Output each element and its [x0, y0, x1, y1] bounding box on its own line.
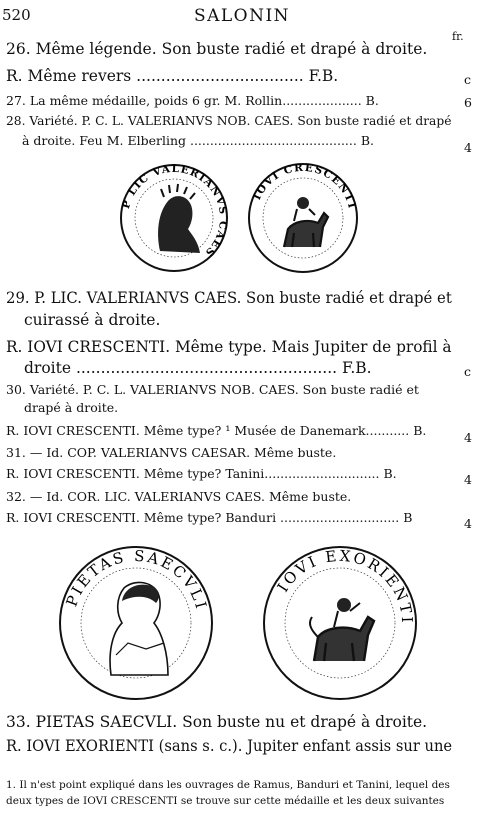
coin-1-reverse	[249, 163, 358, 272]
entry-28: 28. Variété. P. C. L. VALERIANVS NOB. CAES. Son buste radié et drapé	[6, 113, 452, 128]
coin-pair-1	[112, 163, 362, 273]
svg-text:IOVI EXORIENTI	[274, 547, 416, 626]
footnote-line-1: 1. Il n'est point expliqué dans les ouvrages de Ramus, Banduri et Tanini, lequel des	[6, 779, 450, 791]
entry-29-cont: cuirassé à droite.	[24, 311, 161, 329]
price-28: 4	[464, 140, 472, 155]
entry-28-cont: à droite. Feu M. Elberling .......................................... B.	[22, 133, 374, 148]
coin-pair-2	[56, 543, 428, 703]
price-32: 4	[464, 516, 472, 531]
coin-2-obverse-legend: PIETAS SAECVLI	[62, 546, 211, 613]
coin-2-obverse	[60, 547, 212, 699]
coin-1-reverse-legend: IOVI CRESCENTI	[251, 163, 359, 211]
entry-32-reverse: R. IOVI CRESCENTI. Même type? Banduri .............................. B	[6, 510, 413, 525]
entry-26: 26. Même légende. Son buste radié et drapé à droite.	[6, 40, 428, 58]
coin-2-reverse	[264, 547, 416, 699]
coin-2-reverse-legend: IOVI EXORIENTI	[273, 546, 417, 626]
entry-31: 31. — Id. COP. VALERIANVS CAESAR. Même buste.	[6, 445, 337, 460]
entry-32: 32. — Id. COR. LIC. VALERIANVS CAES. Même buste.	[6, 489, 352, 504]
price-30: 4	[464, 430, 472, 445]
footnote-line-2: deux types de IOVI CRESCENTI se trouve sur cette médaille et les deux suivantes	[6, 795, 445, 807]
entry-26-reverse: R. Même revers .................................. F.B.	[6, 67, 339, 85]
entry-29-reverse-cont: droite ..................................................... F.B.	[24, 359, 372, 377]
price-29: c	[464, 364, 472, 379]
entry-31-reverse: R. IOVI CRESCENTI. Même type? Tanini............................. B.	[6, 466, 397, 481]
price-26: c	[464, 72, 472, 87]
coin-1-obverse-legend: P LIC VALERIANVS CAES	[119, 163, 230, 260]
entry-29: 29. P. LIC. VALERIANVS CAES. Son buste radié et drapé et	[6, 289, 452, 307]
coin-1-obverse	[120, 163, 229, 271]
entry-30-cont: drapé à droite.	[24, 400, 119, 415]
entry-33-reverse: R. IOVI EXORIENTI (sans s. c.). Jupiter enfant assis sur une	[6, 737, 453, 755]
entry-33: 33. PIETAS SAECVLI. Son buste nu et drapé à droite.	[6, 713, 428, 731]
entry-30: 30. Variété. P. C. L. VALERIANVS NOB. CAES. Son buste radié et	[6, 382, 419, 397]
price-27: 6	[464, 95, 472, 110]
price-column-header: fr.	[452, 30, 464, 43]
page-number: 520	[2, 6, 31, 24]
running-title: SALONIN	[193, 6, 291, 26]
price-31: 4	[464, 472, 472, 487]
entry-29-reverse: R. IOVI CRESCENTI. Même type. Mais Jupiter de profil à	[6, 338, 452, 356]
entry-30-reverse: R. IOVI CRESCENTI. Même type? ¹ Musée de Danemark........... B.	[6, 423, 427, 438]
entry-27: 27. La même médaille, poids 6 gr. M. Rollin.................... B.	[6, 93, 379, 108]
